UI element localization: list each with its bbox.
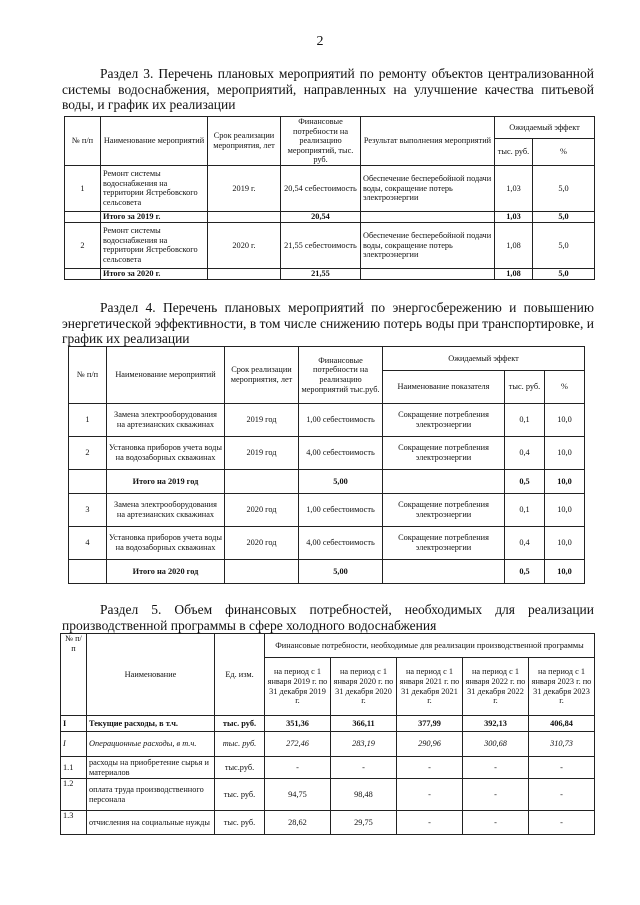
row-rub: 0,1 — [505, 404, 545, 437]
header-indicator: Наименование показателя — [383, 371, 505, 404]
header-period-2022: на период с 1 января 2022 г. по 31 декабря 2022 г. — [463, 658, 529, 716]
section-5-title — [62, 602, 594, 633]
total-rub: 1,08 — [495, 268, 533, 279]
row-term: 2019 год — [225, 437, 299, 470]
row-result: Обеспечение бесперебойной подачи воды, сокращение потерь электроэнергии — [361, 165, 495, 211]
total-pct: 5,0 — [533, 268, 595, 279]
row-name: отчисления на социальные нужды — [87, 811, 215, 835]
row-rub: 0,4 — [505, 437, 545, 470]
total-finance: 20,54 — [281, 211, 361, 222]
row-value: 392,13 — [463, 716, 529, 732]
row-value: 94,75 — [265, 779, 331, 811]
table-row — [69, 404, 585, 437]
total-label: Итого на 2020 год — [107, 560, 225, 584]
row-indicator: Сокращение потребления электроэнергии — [383, 527, 505, 560]
header-thousand-rub: тыс. руб. — [495, 138, 533, 165]
row-num: 2 — [65, 222, 101, 268]
row-rub: 1,08 — [495, 222, 533, 268]
header-percent: % — [533, 138, 595, 165]
table-row — [65, 165, 595, 211]
row-name: оплата труда производственного персонала — [87, 779, 215, 811]
table-row — [61, 716, 595, 732]
row-num: 2 — [69, 437, 107, 470]
total-row — [65, 211, 595, 222]
header-period-2019: на период с 1 января 2019 г. по 31 декабря 2019 г. — [265, 658, 331, 716]
table-row — [69, 437, 585, 470]
row-value: 283,19 — [331, 732, 397, 757]
header-finance: Финансовые потребности на реализацию мероприятий тыс.руб. — [299, 347, 383, 404]
header-name: Наименование мероприятий — [101, 117, 208, 166]
row-value: 290,96 — [397, 732, 463, 757]
row-finance: 4,00 себестоимость — [299, 437, 383, 470]
row-value: - — [397, 811, 463, 835]
row-indicator: Сокращение потребления электроэнергии — [383, 437, 505, 470]
row-pct: 5,0 — [533, 165, 595, 211]
section-3-table — [64, 116, 595, 280]
row-indicator: Сокращение потребления электроэнергии — [383, 404, 505, 437]
row-rub: 0,1 — [505, 494, 545, 527]
section-4-table — [68, 346, 585, 584]
row-finance: 1,00 себестоимость — [299, 494, 383, 527]
total-finance: 21,55 — [281, 268, 361, 279]
row-unit: тыс. руб. — [215, 716, 265, 732]
row-value: - — [331, 757, 397, 779]
row-finance: 4,00 себестоимость — [299, 527, 383, 560]
row-term: 2019 г. — [208, 165, 281, 211]
section-3-title-text: Раздел 3. Перечень плановых мероприятий по ремонту объектов централизованной системы водоснабжения, мероприятий, направленных на улучшение качества питьевой воды, и график их реализации — [62, 66, 594, 112]
row-pct: 10,0 — [545, 404, 585, 437]
header-name: Наименование — [87, 634, 215, 716]
table-row — [61, 757, 595, 779]
header-thousand-rub: тыс. руб. — [505, 371, 545, 404]
total-label: Итого за 2019 г. — [101, 211, 208, 222]
row-num: 1.3 — [61, 811, 87, 835]
row-num: I — [61, 716, 87, 732]
section-3-title — [62, 66, 594, 113]
row-value: 98,48 — [331, 779, 397, 811]
row-value: 272,46 — [265, 732, 331, 757]
row-finance: 1,00 себестоимость — [299, 404, 383, 437]
row-pct: 10,0 — [545, 527, 585, 560]
row-finance: 21,55 себестоимость — [281, 222, 361, 268]
header-result: Результат выполнения мероприятий — [361, 117, 495, 166]
total-label: Итого за 2020 г. — [101, 268, 208, 279]
row-value: 366,11 — [331, 716, 397, 732]
row-value: 377,99 — [397, 716, 463, 732]
row-num: I — [61, 732, 87, 757]
row-num: 1.1 — [61, 757, 87, 779]
table-row — [69, 527, 585, 560]
header-finance: Финансовые потребности на реализацию мероприятий, тыс. руб. — [281, 117, 361, 166]
table-row — [65, 222, 595, 268]
row-result: Обеспечение бесперебойной подачи воды, сокращение потерь электроэнергии — [361, 222, 495, 268]
total-rub: 1,03 — [495, 211, 533, 222]
header-num: № п/п — [65, 117, 101, 166]
total-row — [69, 560, 585, 584]
table-row — [69, 494, 585, 527]
header-term: Срок реализации мероприятия, лет — [225, 347, 299, 404]
row-num: 1 — [69, 404, 107, 437]
row-value: 406,84 — [529, 716, 595, 732]
total-label: Итого на 2019 год — [107, 470, 225, 494]
row-value: - — [397, 779, 463, 811]
row-name: расходы на приобретение сырья и материалов — [87, 757, 215, 779]
header-num: № п/п — [69, 347, 107, 404]
row-term: 2019 год — [225, 404, 299, 437]
header-period-2021: на период с 1 января 2021 г. по 31 декабря 2021 г. — [397, 658, 463, 716]
row-finance: 20,54 себестоимость — [281, 165, 361, 211]
row-value: 28,62 — [265, 811, 331, 835]
total-pct: 10,0 — [545, 470, 585, 494]
row-name: Замена электрооборудования на артезианских скважинах — [107, 404, 225, 437]
row-name: Ремонт системы водоснабжения на территории Ястребовского сельсовета — [101, 222, 208, 268]
row-value: - — [529, 779, 595, 811]
row-value: - — [463, 757, 529, 779]
header-effect: Ожидаемый эффект — [383, 347, 585, 371]
total-rub: 0,5 — [505, 470, 545, 494]
header-period-2020: на период с 1 января 2020 г. по 31 декабря 2020 г. — [331, 658, 397, 716]
section-5-table — [60, 633, 595, 835]
row-value: 351,36 — [265, 716, 331, 732]
row-name: Замена электрооборудования на артезианских скважинах — [107, 494, 225, 527]
row-unit: тыс. руб. — [215, 779, 265, 811]
header-effect: Ожидаемый эффект — [495, 117, 595, 139]
table-row — [61, 779, 595, 811]
row-value: - — [529, 811, 595, 835]
total-pct: 5,0 — [533, 211, 595, 222]
header-num: № п/п — [61, 634, 87, 716]
total-pct: 10,0 — [545, 560, 585, 584]
row-value: 310,73 — [529, 732, 595, 757]
row-name: Ремонт системы водоснабжения на территории Ястребовского сельсовета — [101, 165, 208, 211]
header-finance-group: Финансовые потребности, необходимые для реализации производственной программы — [265, 634, 595, 658]
row-value: - — [463, 811, 529, 835]
table-row — [61, 811, 595, 835]
row-value: - — [265, 757, 331, 779]
section-4-title-text: Раздел 4. Перечень плановых мероприятий по энергосбережению и повышению энергетической эффективности, в том числе снижению потерь воды при транспортировке, и график их реализации — [62, 300, 594, 346]
row-value: - — [463, 779, 529, 811]
total-row — [69, 470, 585, 494]
row-term: 2020 год — [225, 527, 299, 560]
row-name: Установка приборов учета воды на водозаборных скважинах — [107, 527, 225, 560]
row-name: Текущие расходы, в т.ч. — [87, 716, 215, 732]
row-indicator: Сокращение потребления электроэнергии — [383, 494, 505, 527]
header-name: Наименование мероприятий — [107, 347, 225, 404]
row-value: 300,68 — [463, 732, 529, 757]
header-term: Срок реализации мероприятия, лет — [208, 117, 281, 166]
page-number: 2 — [316, 34, 324, 49]
row-value: 29,75 — [331, 811, 397, 835]
row-rub: 1,03 — [495, 165, 533, 211]
table-row — [61, 732, 595, 757]
row-pct: 10,0 — [545, 437, 585, 470]
header-period-2023: на период с 1 января 2023 г. по 31 декабря 2023 г. — [529, 658, 595, 716]
row-unit: тыс.руб. — [215, 757, 265, 779]
row-num: 3 — [69, 494, 107, 527]
row-value: - — [529, 757, 595, 779]
row-unit: тыс. руб. — [215, 811, 265, 835]
row-num: 1 — [65, 165, 101, 211]
row-pct: 5,0 — [533, 222, 595, 268]
section-4-title — [62, 300, 594, 347]
row-pct: 10,0 — [545, 494, 585, 527]
row-term: 2020 год — [225, 494, 299, 527]
row-unit: тыс. руб. — [215, 732, 265, 757]
row-value: - — [397, 757, 463, 779]
section-5-title-text: Раздел 5. Объем финансовых потребностей, необходимых для реализации производственной программы в сфере холодного водоснабжения — [62, 602, 594, 633]
total-finance: 5,00 — [299, 470, 383, 494]
row-term: 2020 г. — [208, 222, 281, 268]
row-name: Операционные расходы, в т.ч. — [87, 732, 215, 757]
total-rub: 0,5 — [505, 560, 545, 584]
total-finance: 5,00 — [299, 560, 383, 584]
row-name: Установка приборов учета воды на водозаборных скважинах — [107, 437, 225, 470]
row-num: 1.2 — [61, 779, 87, 811]
header-percent: % — [545, 371, 585, 404]
header-unit: Ед. изм. — [215, 634, 265, 716]
total-row — [65, 268, 595, 279]
row-num: 4 — [69, 527, 107, 560]
row-rub: 0,4 — [505, 527, 545, 560]
